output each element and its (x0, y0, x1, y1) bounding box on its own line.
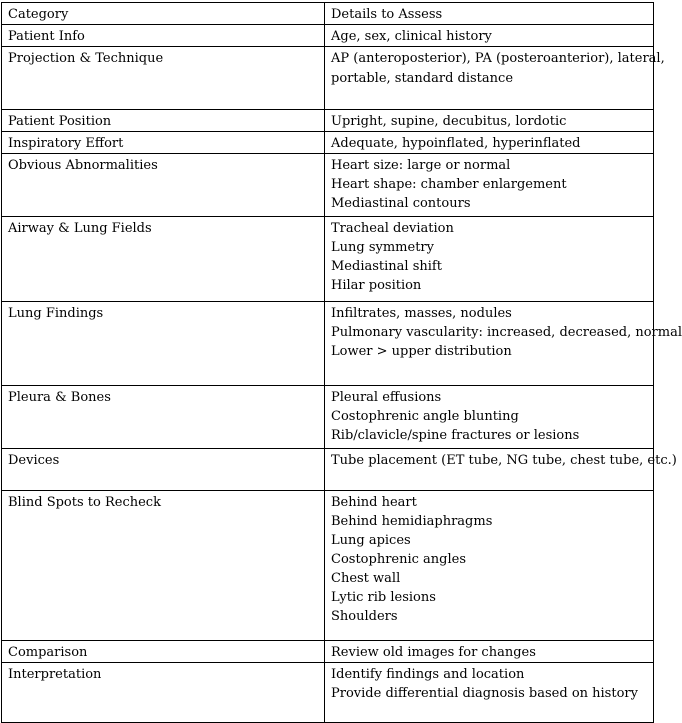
row-category: Obvious Abnormalities (2, 154, 325, 217)
table-row (2, 302, 654, 386)
detail-line: Costophrenic angles (331, 552, 467, 567)
row-details (325, 386, 654, 449)
row-category: Pleura & Bones (2, 386, 325, 449)
row-details (325, 663, 654, 723)
detail-line: Pleural effusions (331, 390, 442, 405)
row-category: Airway & Lung Fields (2, 217, 325, 302)
header-category: Category (2, 3, 325, 25)
detail-line: Behind hemidiaphragms (331, 514, 493, 529)
table-row (2, 386, 654, 449)
detail-line: Provide differential diagnosis based on history (331, 686, 638, 701)
detail-line: Heart shape: chamber enlargement (331, 177, 567, 192)
detail-line: Costophrenic angle blunting (331, 409, 519, 424)
detail-line: portable, standard distance (331, 71, 514, 86)
table-row (2, 641, 654, 663)
header-details: Details to Assess (325, 3, 654, 25)
row-details (325, 449, 677, 491)
detail-line: Upright, supine, decubitus, lordotic (331, 114, 567, 129)
detail-line: Rib/clavicle/spine fractures or lesions (331, 428, 580, 443)
row-details (325, 302, 682, 386)
detail-line: Behind heart (331, 495, 417, 510)
detail-line: Lytic rib lesions (331, 590, 436, 605)
detail-line: Heart size: large or normal (331, 158, 511, 173)
detail-line: Adequate, hypoinflated, hyperinflated (331, 136, 581, 151)
table-row (2, 449, 654, 491)
row-details (325, 25, 654, 47)
detail-line: Hilar position (331, 278, 422, 293)
assessment-table (1, 2, 682, 723)
detail-line: Lower > upper distribution (331, 344, 512, 359)
detail-line: Lung symmetry (331, 240, 434, 255)
row-details (325, 217, 654, 302)
table-row (2, 154, 654, 217)
detail-line: Review old images for changes (331, 645, 536, 660)
row-category: Patient Position (2, 110, 325, 132)
row-category: Projection & Technique (2, 47, 325, 110)
detail-line: Tube placement (ET tube, NG tube, chest tube, etc.) (331, 453, 677, 468)
table-row (2, 47, 654, 110)
table-row (2, 25, 654, 47)
row-category: Interpretation (2, 663, 325, 723)
table-row (2, 217, 654, 302)
detail-line: Mediastinal shift (331, 259, 442, 274)
table-row (2, 663, 654, 723)
row-category: Blind Spots to Recheck (2, 491, 325, 641)
detail-line: Shoulders (331, 609, 398, 624)
detail-line: Pulmonary vascularity: increased, decreased, normal (331, 325, 682, 340)
header-row (2, 3, 654, 25)
row-category: Comparison (2, 641, 325, 663)
row-category: Inspiratory Effort (2, 132, 325, 154)
row-category: Devices (2, 449, 325, 491)
row-details (325, 110, 654, 132)
detail-line: Infiltrates, masses, nodules (331, 306, 512, 321)
detail-line: AP (anteroposterior), PA (posteroanterior), lateral, (331, 51, 665, 66)
detail-line: Chest wall (331, 571, 401, 586)
detail-line: Age, sex, clinical history (331, 29, 492, 44)
detail-line: Lung apices (331, 533, 411, 548)
row-details (325, 132, 654, 154)
table-row (2, 110, 654, 132)
table-row (2, 132, 654, 154)
detail-line: Mediastinal contours (331, 196, 471, 211)
row-category: Lung Findings (2, 302, 325, 386)
row-category: Patient Info (2, 25, 325, 47)
detail-line: Tracheal deviation (331, 221, 454, 236)
row-details (325, 641, 654, 663)
row-details (325, 491, 654, 641)
row-details (325, 154, 654, 217)
detail-line: Identify findings and location (331, 667, 525, 682)
row-details (325, 47, 665, 110)
table-row (2, 491, 654, 641)
